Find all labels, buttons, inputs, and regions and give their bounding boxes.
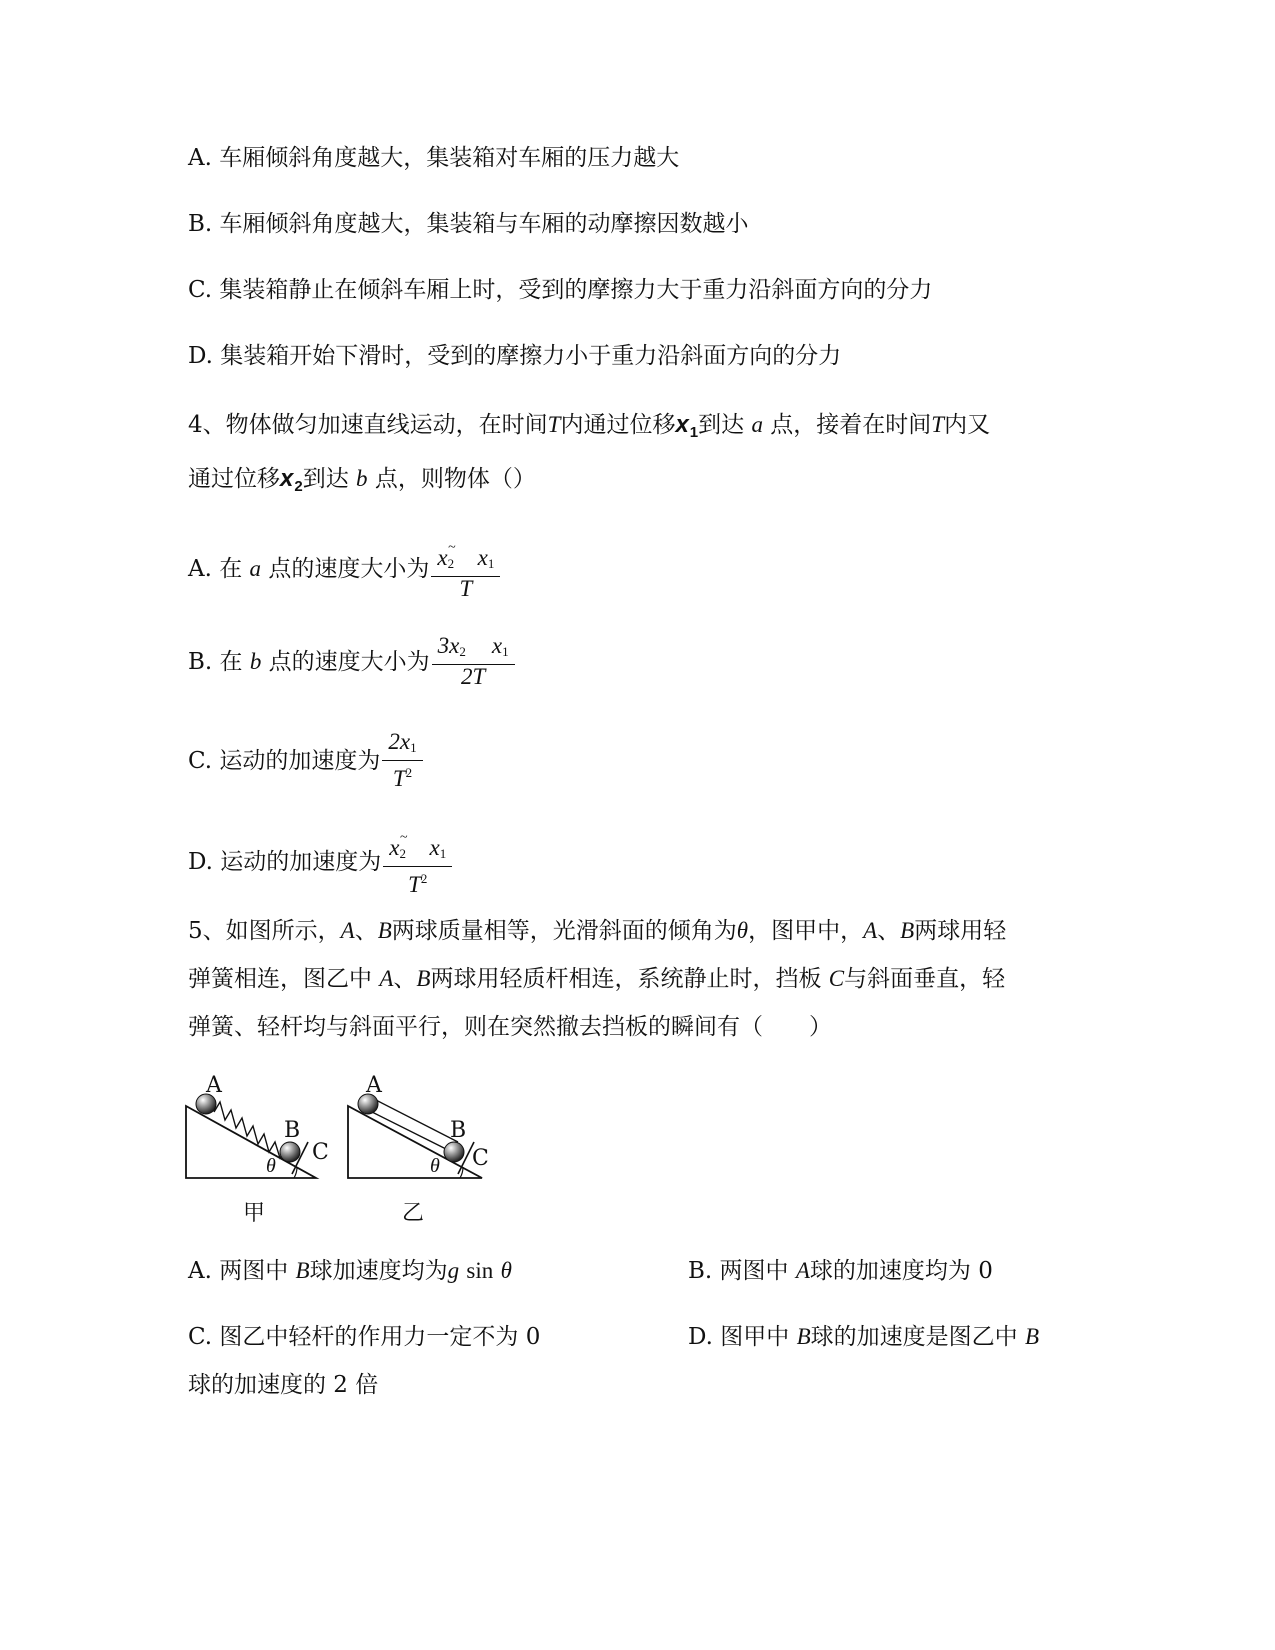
fraction: $\frac{x_2^\sim x_1}{T}$ [431,536,500,601]
q5-stem-line1: 5、如图所示，A、B两球质量相等，光滑斜面的倾角为θ，图甲中，A、B两球用轻 [188,918,1007,944]
label-c: C [472,1146,489,1171]
q5-option-c: C. 图乙中轻杆的作用力一定不为 0 [188,1324,541,1350]
q5-option-d: D. 图甲中 B球的加速度是图乙中 B [688,1324,1039,1350]
ball-b [444,1142,464,1162]
q3-option-d: D. 集装箱开始下滑时，受到的摩擦力小于重力沿斜面方向的分力 [188,343,842,369]
label-theta: θ [266,1155,276,1177]
q4-stem-line1: 4、物体做匀加速直线运动，在时间T内通过位移$x_1$到达 a 点，接着在时间T内又 [188,411,991,441]
fraction: $\frac{2x_1}{T^2}$ [382,730,422,791]
q4-option-c: C. 运动的加速度为 $\frac{2x_1}{T^2}$ [188,730,423,791]
caption-jia: 甲 [243,1201,266,1226]
rod-bottom-edge [372,1098,458,1142]
q5-option-a: A. 两图中 B球加速度均为g sin θ [188,1258,512,1284]
q4-option-a: A. 在 a 点的速度大小为 $\frac{x_2^\sim x_1}{T}$ [188,536,500,601]
q4-stem-line2: 通过位移$x_2$到达 b 点，则物体（） [188,465,536,495]
fraction: $\frac{x_2^\sim x_1}{T^2}$ [383,826,452,897]
ball-b [280,1142,300,1162]
label-b: B [284,1118,301,1143]
q4-option-b: B. 在 b 点的速度大小为 $\frac{3x_2 x_1}{2T}$ [188,634,515,689]
spring [214,1102,288,1158]
label-b: B [450,1118,467,1143]
label-theta: θ [430,1155,440,1177]
q4-option-d: D. 运动的加速度为 $\frac{x_2^\sim x_1}{T^2}$ [188,826,452,897]
fraction: $\frac{3x_2 x_1}{2T}$ [432,634,515,689]
q5-option-b: B. 两图中 A球的加速度均为 0 [688,1258,993,1284]
q3-option-b: B. 车厢倾斜角度越大，集装箱与车厢的动摩擦因数越小 [188,211,749,237]
label-a: A [206,1073,222,1098]
q5-stem-line3: 弹簧、轻杆均与斜面平行，则在突然撤去挡板的瞬间有（ ） [188,1014,832,1040]
q3-option-c: C. 集装箱静止在倾斜车厢上时，受到的摩擦力大于重力沿斜面方向的分力 [188,277,933,303]
rod-top-edge [364,1108,452,1152]
label-a: A [366,1073,382,1098]
q5-option-d-continued: 球的加速度的 2 倍 [188,1372,379,1398]
q3-option-a: A. 车厢倾斜角度越大，集装箱对车厢的压力越大 [188,145,680,171]
q5-stem-line2: 弹簧相连，图乙中 A、B两球用轻质杆相连，系统静止时，挡板 C与斜面垂直，轻 [188,966,1006,992]
label-c: C [312,1140,329,1165]
caption-yi: 乙 [402,1201,425,1226]
